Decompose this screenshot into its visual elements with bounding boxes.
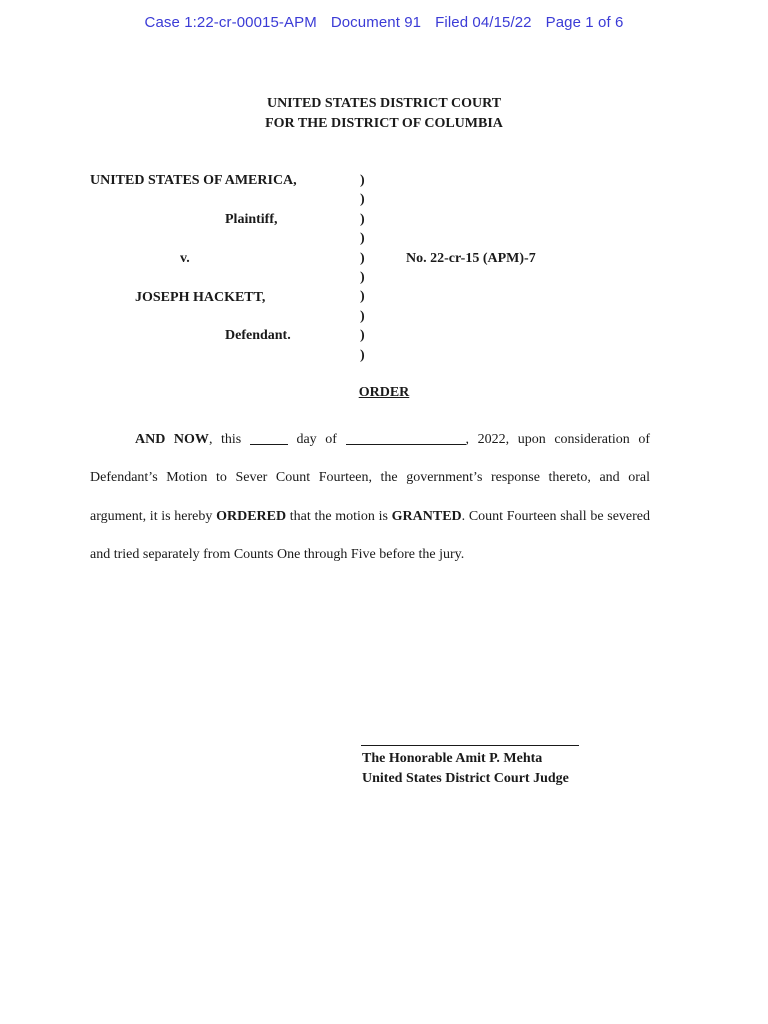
versus-label: v. [180,251,190,266]
caption-paren-column [360,171,365,365]
caption-paren: ) [360,250,365,266]
month-blank [346,430,466,445]
stamp-page-count: Page 1 of 6 [545,14,624,31]
day-blank [250,430,288,445]
caption-paren: ) [360,173,365,188]
caption-paren: ) [360,289,365,305]
stamp-filed-date: Filed 04/15/22 [435,14,532,31]
defendant-name: JOSEPH HACKETT, [135,290,266,305]
judge-name: The Honorable Amit P. Mehta [362,751,543,766]
stamp-case-number: Case 1:22-cr-00015-APM [144,14,317,31]
caption-paren: ) [360,328,365,344]
caption-paren: ) [360,231,365,247]
judge-title: United States District Court Judge [362,771,569,786]
court-district: FOR THE DISTRICT OF COLUMBIA [265,116,503,131]
ecf-header-stamp [0,14,768,31]
and-now-lead: AND NOW [135,432,209,447]
order-title: ORDER [358,385,410,400]
granted-keyword: GRANTED [391,508,462,524]
case-number: No. 22-cr-15 (APM)-7 [406,251,536,266]
court-heading [0,94,768,134]
order-body [90,421,650,574]
body-text-segment: , this [208,432,250,447]
body-text-segment: day of [287,432,346,447]
signature-block [362,749,569,789]
stamp-document-number: Document 91 [330,14,422,31]
ordered-keyword: ORDERED [216,508,287,524]
caption-paren: ) [360,308,365,324]
caption-paren: ) [360,347,365,363]
defendant-role: Defendant. [225,328,291,343]
plaintiff-name: UNITED STATES OF AMERICA, [90,173,297,188]
caption-paren: ) [360,192,365,208]
plaintiff-role: Plaintiff, [225,212,278,227]
body-text-segment: , 2022, upon consideration of Defendant’s Motion to Sever Count Fourteen, the government’s response thereto, and oral argument, it is hereby [90,432,650,524]
caption-paren: ) [360,211,365,227]
court-name: UNITED STATES DISTRICT COURT [266,96,502,111]
caption-paren: ) [360,269,365,285]
body-text-segment: . Count Fourteen shall be severed and tried separately from Counts One through Five before the jury. [90,508,650,562]
body-text-segment: that the motion is [286,508,392,524]
signature-line [361,745,579,746]
